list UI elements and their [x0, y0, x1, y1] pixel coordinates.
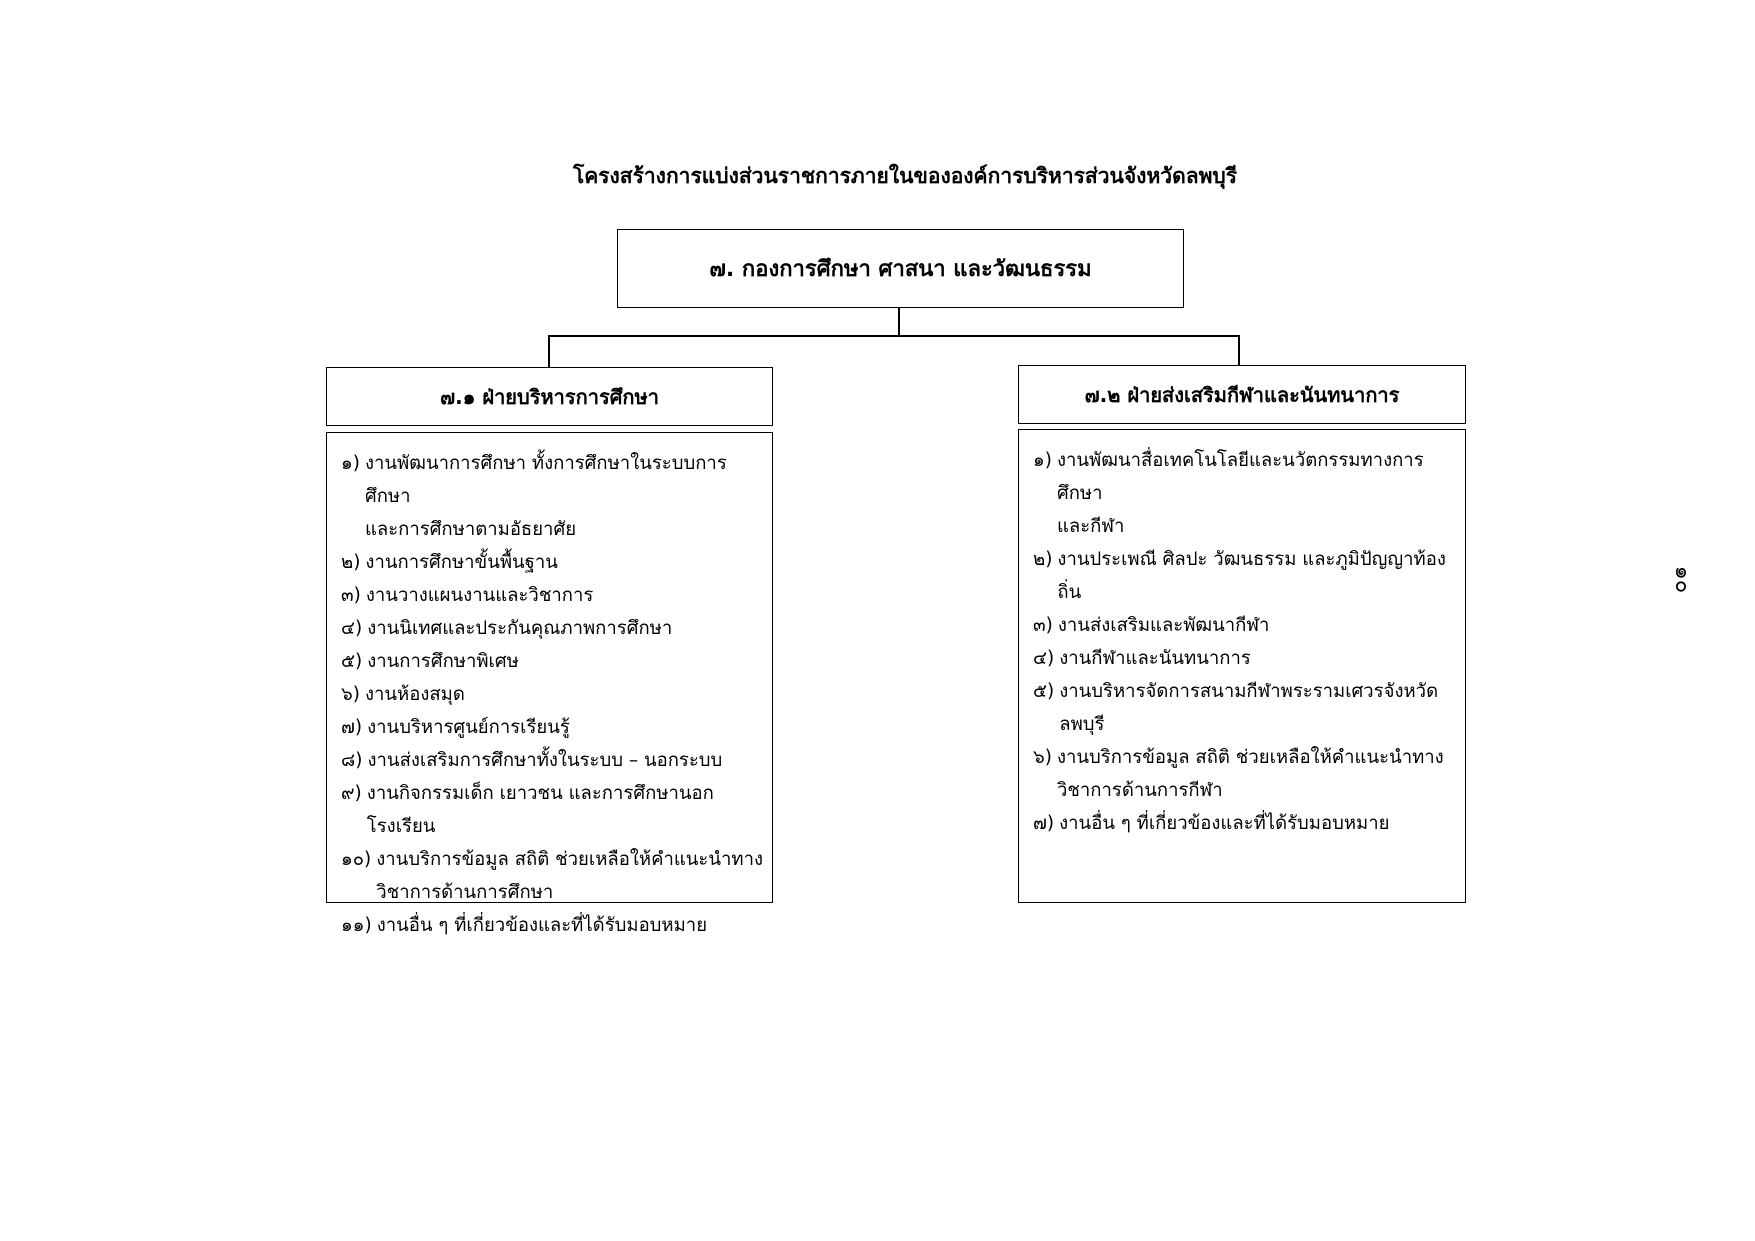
list-item: [341, 546, 764, 579]
list-item: [341, 777, 764, 843]
item-number: ๑๑): [341, 915, 372, 936]
item-number: ๕): [1033, 681, 1055, 702]
right-section-duties-box: [1018, 429, 1466, 903]
list-item: [1033, 807, 1457, 840]
item-text: งานบริการข้อมูล สถิติ ช่วยเหลือให้คำแนะนำทาง วิชาการด้านการศึกษา: [376, 849, 763, 903]
list-item: [341, 645, 764, 678]
list-item: [1033, 642, 1457, 675]
item-text: งานอื่น ๆ ที่เกี่ยวข้องและที่ได้รับมอบหมาย: [1059, 813, 1390, 834]
connector-horizontal: [548, 335, 1239, 337]
item-text: งานอื่น ๆ ที่เกี่ยวข้องและที่ได้รับมอบหมาย: [376, 915, 708, 936]
list-item: [341, 711, 764, 744]
list-item: [341, 579, 764, 612]
item-number: ๖): [1033, 747, 1052, 768]
list-item: [1033, 741, 1457, 807]
left-section-duties-box: [326, 432, 773, 936]
item-text: งานบริหารจัดการสนามกีฬาพระรามเศวรจังหวัดลพบุรี: [1059, 681, 1439, 735]
item-number: ๕): [341, 651, 363, 672]
item-number: ๓): [1033, 615, 1053, 636]
list-item: [1033, 444, 1457, 543]
item-text: งานพัฒนาสื่อเทคโนโลยีและนวัตกรรมทางการศึกษา และกีฬา: [1056, 450, 1424, 537]
list-item: [341, 447, 764, 546]
list-item: [341, 612, 764, 645]
item-text: งานกีฬาและนันทนาการ: [1059, 648, 1251, 669]
main-division-box: [617, 229, 1184, 308]
list-item: [1033, 543, 1457, 609]
item-number: ๘): [341, 750, 363, 771]
item-number: ๖): [341, 684, 360, 705]
item-number: ๔): [1033, 648, 1055, 669]
left-section-duties-list: [327, 433, 772, 942]
item-number: ๓): [341, 585, 361, 606]
item-text: งานนิเทศและประกันคุณภาพการศึกษา: [367, 618, 673, 639]
list-item: [341, 909, 764, 942]
item-text: งานการศึกษาขั้นพื้นฐาน: [365, 552, 558, 573]
page-title: โครงสร้างการแบ่งส่วนราชการภายในขององค์การบริหารส่วนจังหวัดลพบุรี: [572, 164, 1238, 188]
left-section-heading: ๗.๑ ฝ่ายบริหารการศึกษา: [440, 384, 659, 409]
item-number: ๗): [341, 717, 363, 738]
item-text: งานการศึกษาพิเศษ: [367, 651, 519, 672]
item-number: ๑): [1033, 450, 1052, 471]
item-number: ๑๐): [341, 849, 372, 870]
list-item: [341, 678, 764, 711]
item-number: ๒): [1033, 549, 1053, 570]
item-number: ๑): [341, 453, 360, 474]
left-section-heading-box: [326, 367, 773, 426]
item-text: งานบริหารศูนย์การเรียนรู้: [367, 717, 570, 738]
connector-vertical-left: [548, 335, 550, 367]
list-item: [1033, 609, 1457, 642]
item-number: ๔): [341, 618, 363, 639]
item-text: งานกิจกรรมเด็ก เยาวชน และการศึกษานอกโรงเรียน: [366, 783, 714, 837]
item-number: ๙): [341, 783, 362, 804]
item-text: งานวางแผนงานและวิชาการ: [365, 585, 594, 606]
right-section-heading-box: [1018, 365, 1466, 424]
item-text: งานห้องสมุด: [364, 684, 465, 705]
right-section-heading: ๗.๒ ฝ่ายส่งเสริมกีฬาและนันทนาการ: [1084, 382, 1400, 407]
item-text: งานบริการข้อมูล สถิติ ช่วยเหลือให้คำแนะนำทาง วิชาการด้านการกีฬา: [1056, 747, 1444, 801]
page-number: ๑๐: [1670, 565, 1696, 594]
list-item: [341, 843, 764, 909]
item-number: ๗): [1033, 813, 1055, 834]
item-text: งานส่งเสริมและพัฒนากีฬา: [1057, 615, 1270, 636]
list-item: [341, 744, 764, 777]
right-section-duties-list: [1019, 430, 1465, 840]
item-number: ๒): [341, 552, 361, 573]
connector-vertical-main: [898, 308, 900, 335]
item-text: งานส่งเสริมการศึกษาทั้งในระบบ – นอกระบบ: [367, 750, 723, 771]
item-text: งานประเพณี ศิลปะ วัฒนธรรม และภูมิปัญญาท้องถิ่น: [1057, 549, 1446, 603]
connector-vertical-right: [1238, 335, 1240, 365]
list-item: [1033, 675, 1457, 741]
item-text: งานพัฒนาการศึกษา ทั้งการศึกษาในระบบการศึกษา และการศึกษาตามอัธยาศัย: [364, 453, 727, 540]
main-division-label: ๗. กองการศึกษา ศาสนา และวัฒนธรรม: [709, 257, 1092, 282]
